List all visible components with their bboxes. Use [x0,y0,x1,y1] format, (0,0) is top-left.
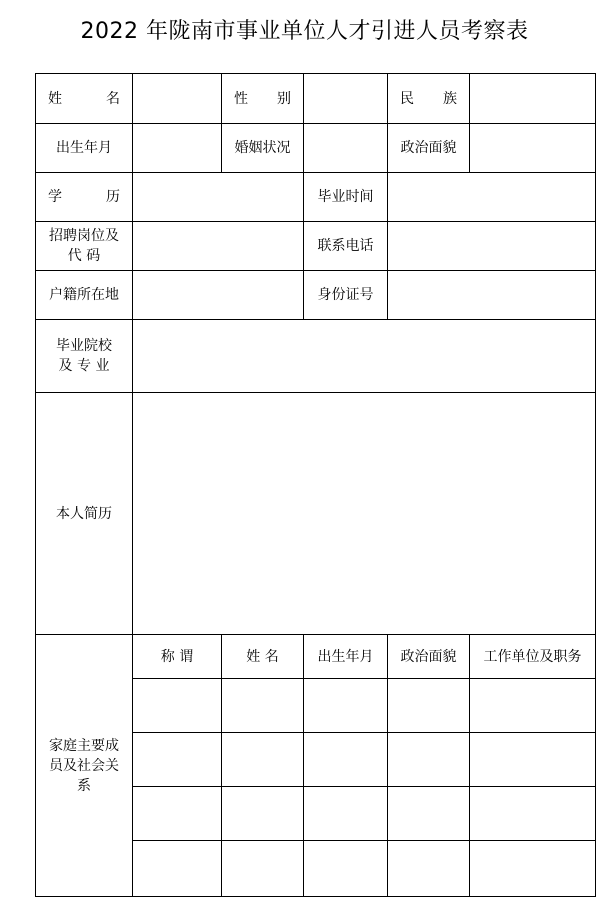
family-header-work: 工作单位及职务 [470,635,596,679]
family-cell[interactable] [304,679,388,733]
family-label: 家庭主要成 员及社会关 系 [36,635,133,897]
family-cell[interactable] [133,841,222,897]
political-label: 政治面貌 [388,124,470,173]
name-label: 姓 名 [36,74,133,124]
family-cell[interactable] [470,787,596,841]
family-cell[interactable] [470,733,596,787]
education-value-cell[interactable] [133,173,304,222]
gender-value-cell[interactable] [304,74,388,124]
family-cell[interactable] [470,841,596,897]
school-label: 毕业院校 及 专 业 [36,320,133,393]
marital-value-cell[interactable] [304,124,388,173]
grad-time-value-cell[interactable] [388,173,596,222]
id-number-value-cell[interactable] [388,271,596,320]
birth-value-cell[interactable] [133,124,222,173]
family-cell[interactable] [222,787,304,841]
residence-label: 户籍所在地 [36,271,133,320]
phone-label: 联系电话 [304,222,388,271]
family-cell[interactable] [133,787,222,841]
family-header-birth: 出生年月 [304,635,388,679]
page-title: 2022 年陇南市事业单位人才引进人员考察表 [80,19,529,44]
family-cell[interactable] [304,733,388,787]
gender-label: 性 别 [222,74,304,124]
assessment-form [35,73,596,897]
marital-label: 婚姻状况 [222,124,304,173]
family-header-political: 政治面貌 [388,635,470,679]
position-value-cell[interactable] [133,222,304,271]
birth-label: 出生年月 [36,124,133,173]
family-cell[interactable] [388,787,470,841]
family-cell[interactable] [133,679,222,733]
family-cell[interactable] [222,679,304,733]
grad-time-label: 毕业时间 [304,173,388,222]
ethnicity-value-cell[interactable] [470,74,596,124]
school-value-cell[interactable] [133,320,596,393]
family-cell[interactable] [470,679,596,733]
ethnicity-label: 民 族 [388,74,470,124]
id-number-label: 身份证号 [304,271,388,320]
family-cell[interactable] [388,841,470,897]
phone-value-cell[interactable] [388,222,596,271]
family-cell[interactable] [388,679,470,733]
resume-label: 本人简历 [36,393,133,635]
resume-value-cell[interactable] [133,393,596,635]
family-cell[interactable] [133,733,222,787]
residence-value-cell[interactable] [133,271,304,320]
family-cell[interactable] [304,841,388,897]
family-header-name: 姓 名 [222,635,304,679]
political-value-cell[interactable] [470,124,596,173]
education-label: 学 历 [36,173,133,222]
family-header-relation: 称 谓 [133,635,222,679]
family-cell[interactable] [222,733,304,787]
name-value-cell[interactable] [133,74,222,124]
family-cell[interactable] [388,733,470,787]
family-cell[interactable] [222,841,304,897]
family-cell[interactable] [304,787,388,841]
position-label: 招聘岗位及 代 码 [36,222,133,271]
